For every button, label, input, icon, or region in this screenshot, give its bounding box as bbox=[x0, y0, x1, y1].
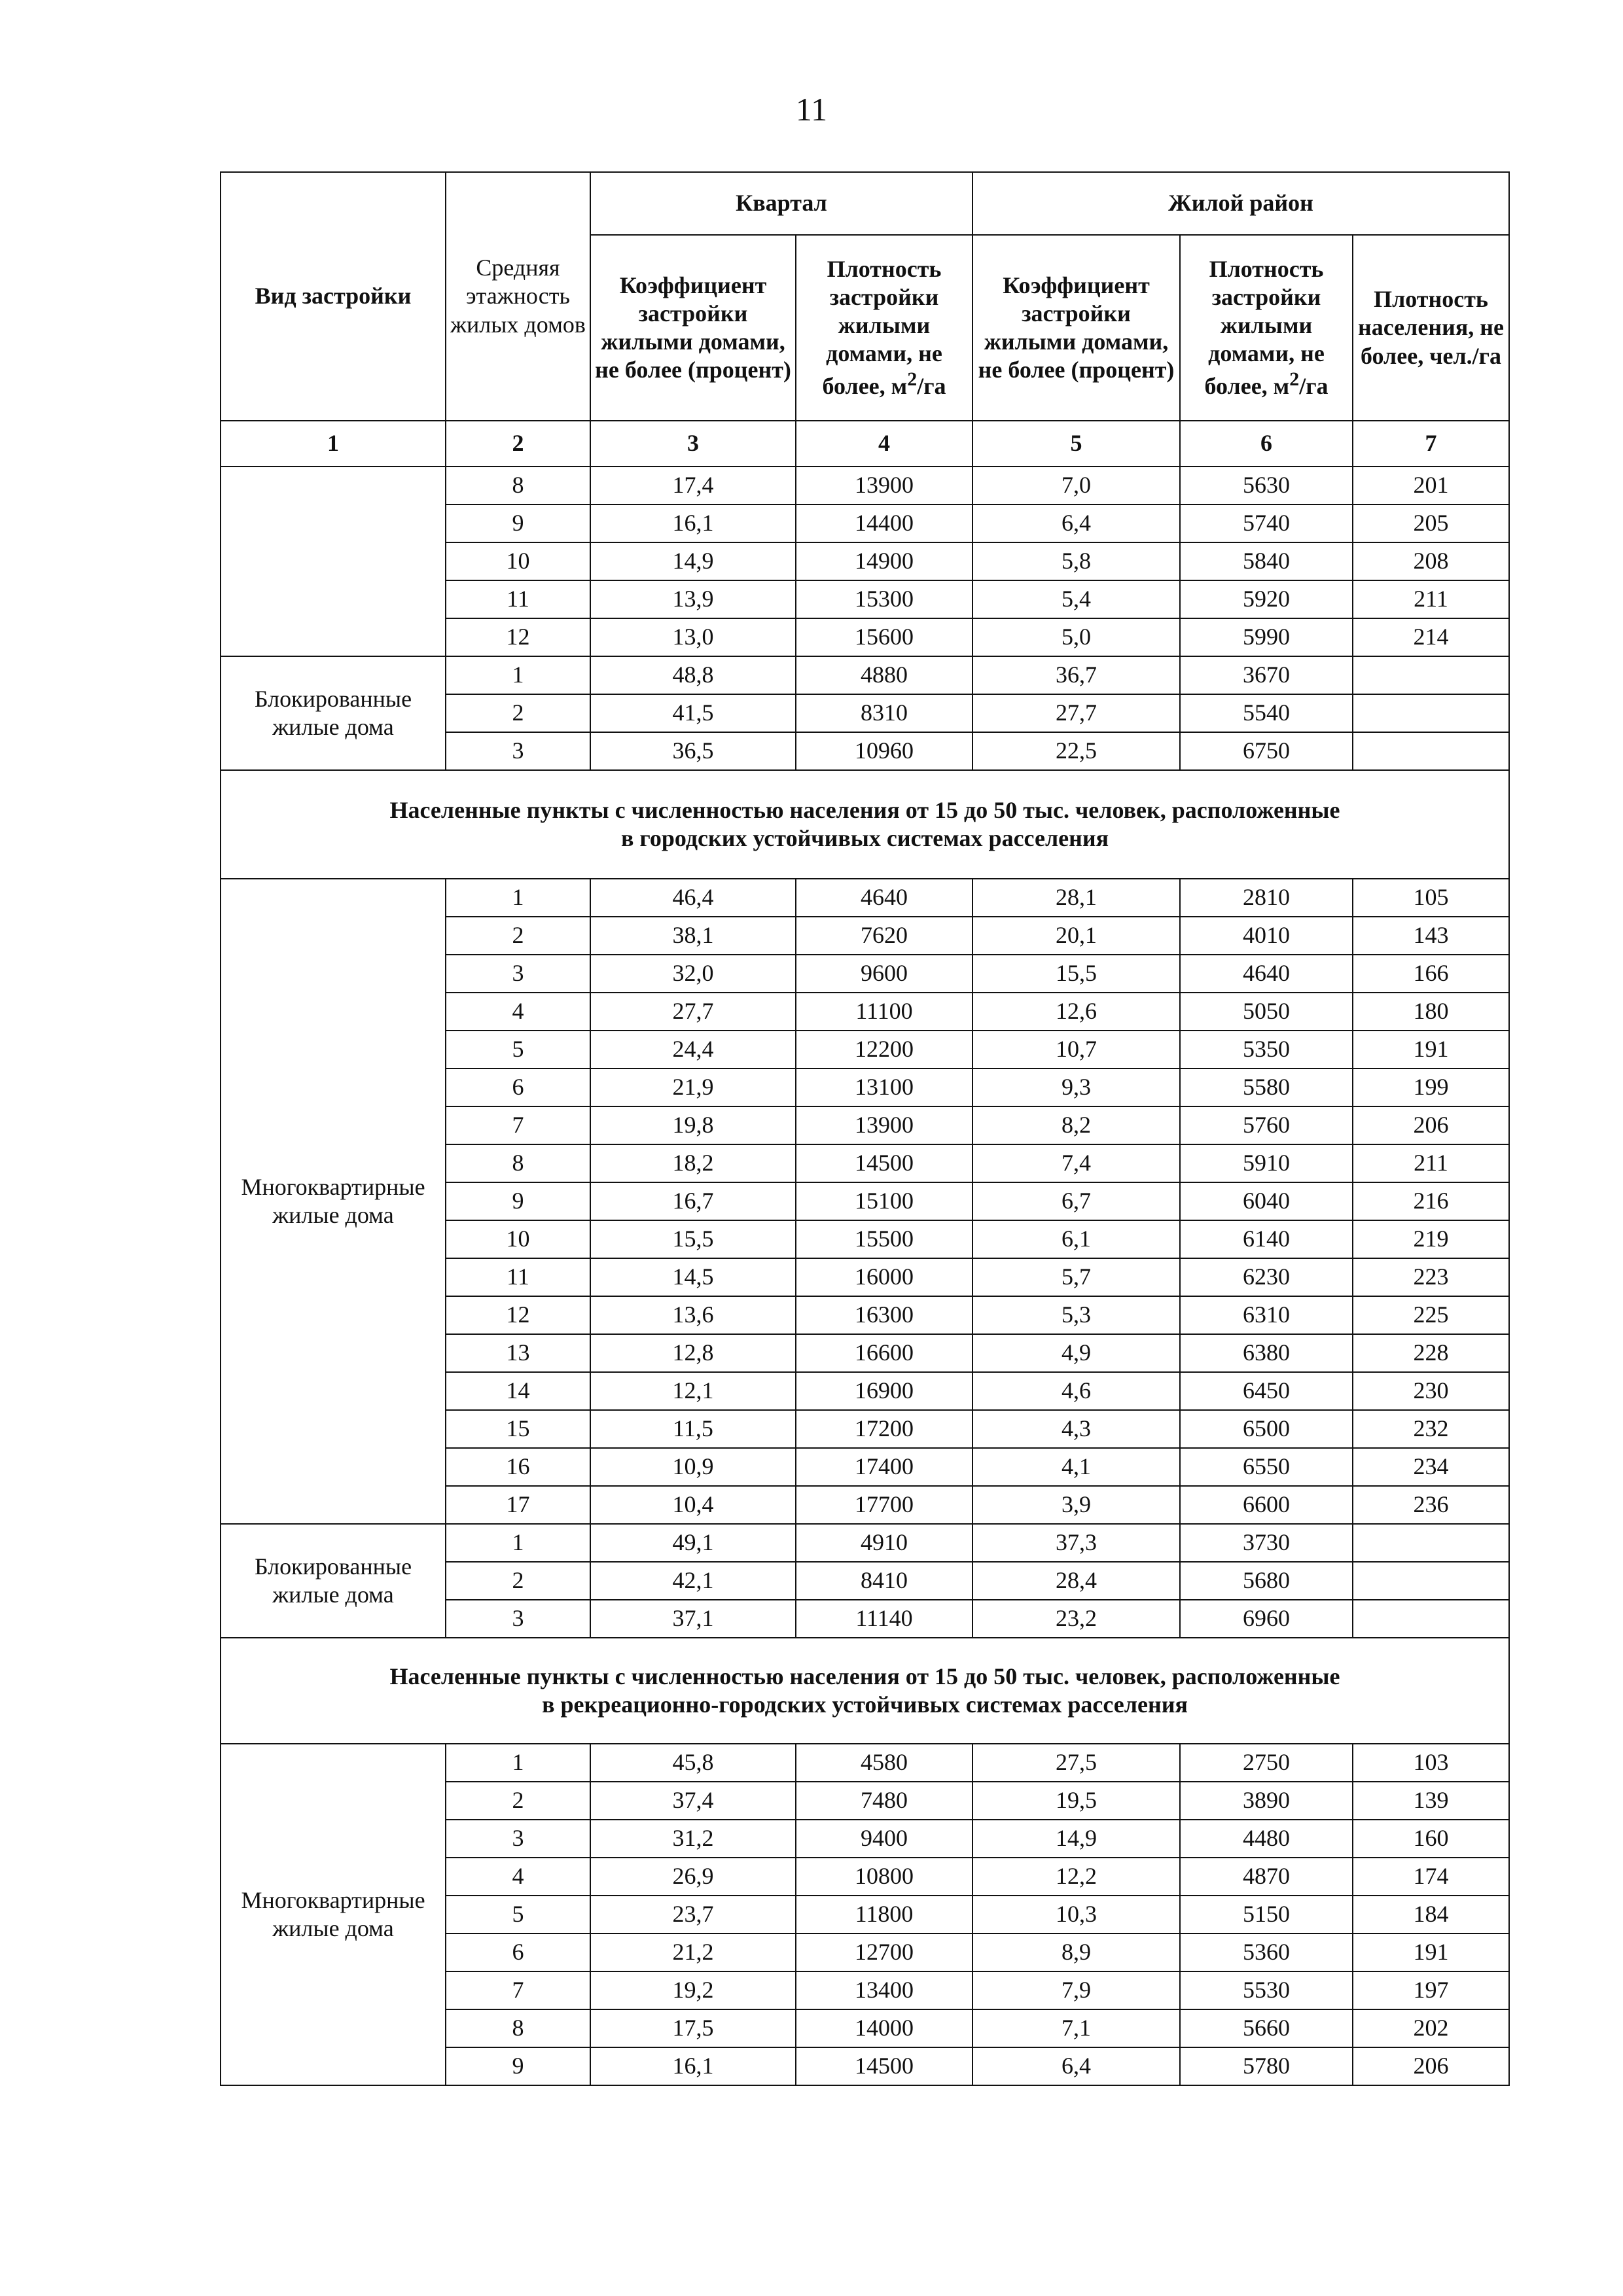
district-coefficient-cell: 19,5 bbox=[972, 1782, 1180, 1820]
district-density-cell: 5580 bbox=[1180, 1069, 1353, 1106]
district-coefficient-cell: 7,0 bbox=[972, 467, 1180, 504]
header-block-density-unit: /га bbox=[917, 373, 946, 400]
block-density-cell: 17400 bbox=[796, 1448, 972, 1486]
floors-cell: 17 bbox=[446, 1486, 590, 1524]
block-coefficient-cell: 24,4 bbox=[590, 1031, 796, 1069]
block-density-cell: 13100 bbox=[796, 1069, 972, 1106]
district-density-cell: 5630 bbox=[1180, 467, 1353, 504]
district-coefficient-cell: 8,2 bbox=[972, 1106, 1180, 1144]
block-coefficient-cell: 45,8 bbox=[590, 1744, 796, 1782]
district-density-cell: 3890 bbox=[1180, 1782, 1353, 1820]
district-density-cell: 5990 bbox=[1180, 618, 1353, 656]
block-coefficient-cell: 14,9 bbox=[590, 542, 796, 580]
block-coefficient-cell: 19,2 bbox=[590, 1971, 796, 2009]
block-density-cell: 4910 bbox=[796, 1524, 972, 1562]
population-density-cell: 225 bbox=[1353, 1296, 1509, 1334]
column-number: 2 bbox=[446, 421, 590, 467]
district-coefficient-cell: 5,8 bbox=[972, 542, 1180, 580]
district-density-cell: 6500 bbox=[1180, 1410, 1353, 1448]
block-density-cell: 11100 bbox=[796, 993, 972, 1031]
district-coefficient-cell: 8,9 bbox=[972, 1934, 1180, 1971]
block-density-cell: 4580 bbox=[796, 1744, 972, 1782]
block-density-cell: 11800 bbox=[796, 1896, 972, 1934]
district-coefficient-cell: 5,7 bbox=[972, 1258, 1180, 1296]
floors-cell: 13 bbox=[446, 1334, 590, 1372]
population-density-cell: 205 bbox=[1353, 504, 1509, 542]
section-heading-line: в рекреационно-городских устойчивых системах расселения bbox=[542, 1691, 1188, 1718]
district-coefficient-cell: 36,7 bbox=[972, 656, 1180, 694]
population-density-cell: 201 bbox=[1353, 467, 1509, 504]
block-coefficient-cell: 16,7 bbox=[590, 1182, 796, 1220]
block-density-cell: 16300 bbox=[796, 1296, 972, 1334]
population-density-cell: 191 bbox=[1353, 1031, 1509, 1069]
block-density-cell: 13900 bbox=[796, 1106, 972, 1144]
column-number: 3 bbox=[590, 421, 796, 467]
block-coefficient-cell: 13,6 bbox=[590, 1296, 796, 1334]
floors-cell: 7 bbox=[446, 1106, 590, 1144]
header-building-type: Вид застройки bbox=[221, 172, 446, 421]
district-coefficient-cell: 7,9 bbox=[972, 1971, 1180, 2009]
population-density-cell: 214 bbox=[1353, 618, 1509, 656]
floors-cell: 6 bbox=[446, 1934, 590, 1971]
population-density-cell: 180 bbox=[1353, 993, 1509, 1031]
header-group-district: Жилой район bbox=[972, 172, 1509, 235]
table-row bbox=[221, 1744, 1509, 1782]
population-density-cell: 174 bbox=[1353, 1858, 1509, 1896]
district-coefficient-cell: 6,1 bbox=[972, 1220, 1180, 1258]
district-density-cell: 5660 bbox=[1180, 2009, 1353, 2047]
population-density-cell: 230 bbox=[1353, 1372, 1509, 1410]
block-coefficient-cell: 17,4 bbox=[590, 467, 796, 504]
district-coefficient-cell: 10,7 bbox=[972, 1031, 1180, 1069]
population-density-cell: 199 bbox=[1353, 1069, 1509, 1106]
block-coefficient-cell: 31,2 bbox=[590, 1820, 796, 1858]
district-coefficient-cell: 27,7 bbox=[972, 694, 1180, 732]
block-coefficient-cell: 18,2 bbox=[590, 1144, 796, 1182]
block-coefficient-cell: 42,1 bbox=[590, 1562, 796, 1600]
column-number: 6 bbox=[1180, 421, 1353, 467]
section-heading bbox=[221, 1638, 1509, 1744]
block-coefficient-cell: 36,5 bbox=[590, 732, 796, 770]
block-density-cell: 14400 bbox=[796, 504, 972, 542]
block-density-cell: 13400 bbox=[796, 1971, 972, 2009]
table-row bbox=[221, 467, 1509, 504]
column-number: 1 bbox=[221, 421, 446, 467]
floors-cell: 10 bbox=[446, 542, 590, 580]
table-body bbox=[221, 467, 1509, 2085]
population-density-cell bbox=[1353, 694, 1509, 732]
floors-cell: 4 bbox=[446, 1858, 590, 1896]
district-density-cell: 4640 bbox=[1180, 955, 1353, 993]
block-density-cell: 4640 bbox=[796, 879, 972, 917]
floors-cell: 1 bbox=[446, 1744, 590, 1782]
block-density-cell: 9600 bbox=[796, 955, 972, 993]
district-coefficient-cell: 14,9 bbox=[972, 1820, 1180, 1858]
header-district-coefficient: Коэффициент застройки жилыми домами, не более (процент) bbox=[972, 235, 1180, 421]
header-block-density-lead: Плотность застройки жилыми домами, не более, м bbox=[822, 255, 942, 400]
district-coefficient-cell: 6,7 bbox=[972, 1182, 1180, 1220]
header-district-density bbox=[1180, 235, 1353, 421]
block-coefficient-cell: 27,7 bbox=[590, 993, 796, 1031]
district-density-cell: 6040 bbox=[1180, 1182, 1353, 1220]
district-coefficient-cell: 12,6 bbox=[972, 993, 1180, 1031]
district-density-cell: 2810 bbox=[1180, 879, 1353, 917]
floors-cell: 1 bbox=[446, 656, 590, 694]
header-district-density-lead: Плотность застройки жилыми домами, не более, м bbox=[1204, 255, 1325, 400]
header-block-coefficient: Коэффициент застройки жилыми домами, не более (процент) bbox=[590, 235, 796, 421]
district-density-cell: 6450 bbox=[1180, 1372, 1353, 1410]
block-coefficient-cell: 23,7 bbox=[590, 1896, 796, 1934]
floors-cell: 3 bbox=[446, 1600, 590, 1638]
district-coefficient-cell: 5,4 bbox=[972, 580, 1180, 618]
block-coefficient-cell: 46,4 bbox=[590, 879, 796, 917]
floors-cell: 14 bbox=[446, 1372, 590, 1410]
density-norms-table bbox=[220, 171, 1510, 2086]
floors-cell: 7 bbox=[446, 1971, 590, 2009]
block-density-cell: 15600 bbox=[796, 618, 972, 656]
floors-cell: 2 bbox=[446, 694, 590, 732]
block-density-cell: 17200 bbox=[796, 1410, 972, 1448]
floors-cell: 5 bbox=[446, 1031, 590, 1069]
block-density-cell: 7620 bbox=[796, 917, 972, 955]
district-density-cell: 6750 bbox=[1180, 732, 1353, 770]
population-density-cell: 139 bbox=[1353, 1782, 1509, 1820]
block-coefficient-cell: 13,9 bbox=[590, 580, 796, 618]
floors-cell: 5 bbox=[446, 1896, 590, 1934]
block-coefficient-cell: 17,5 bbox=[590, 2009, 796, 2047]
district-coefficient-cell: 6,4 bbox=[972, 2047, 1180, 2085]
district-coefficient-cell: 28,4 bbox=[972, 1562, 1180, 1600]
block-density-cell: 17700 bbox=[796, 1486, 972, 1524]
block-coefficient-cell: 14,5 bbox=[590, 1258, 796, 1296]
district-coefficient-cell: 12,2 bbox=[972, 1858, 1180, 1896]
district-density-cell: 4480 bbox=[1180, 1820, 1353, 1858]
floors-cell: 9 bbox=[446, 2047, 590, 2085]
floors-cell: 3 bbox=[446, 1820, 590, 1858]
district-density-cell: 5150 bbox=[1180, 1896, 1353, 1934]
population-density-cell bbox=[1353, 732, 1509, 770]
floors-cell: 3 bbox=[446, 732, 590, 770]
block-coefficient-cell: 12,8 bbox=[590, 1334, 796, 1372]
table-row bbox=[221, 656, 1509, 694]
block-density-cell: 12200 bbox=[796, 1031, 972, 1069]
block-coefficient-cell: 37,1 bbox=[590, 1600, 796, 1638]
district-density-cell: 3730 bbox=[1180, 1524, 1353, 1562]
district-coefficient-cell: 28,1 bbox=[972, 879, 1180, 917]
building-type-cell: Многоквартирные жилые дома bbox=[221, 1744, 446, 2085]
building-type-cell: Блокированные жилые дома bbox=[221, 1524, 446, 1638]
population-density-cell: 228 bbox=[1353, 1334, 1509, 1372]
population-density-cell: 216 bbox=[1353, 1182, 1509, 1220]
district-coefficient-cell: 27,5 bbox=[972, 1744, 1180, 1782]
header-block-density-sup: 2 bbox=[907, 368, 918, 391]
page-number: 11 bbox=[795, 91, 828, 128]
district-density-cell: 5050 bbox=[1180, 993, 1353, 1031]
floors-cell: 2 bbox=[446, 917, 590, 955]
block-density-cell: 15300 bbox=[796, 580, 972, 618]
district-density-cell: 6140 bbox=[1180, 1220, 1353, 1258]
district-coefficient-cell: 9,3 bbox=[972, 1069, 1180, 1106]
block-density-cell: 4880 bbox=[796, 656, 972, 694]
district-coefficient-cell: 37,3 bbox=[972, 1524, 1180, 1562]
district-coefficient-cell: 5,3 bbox=[972, 1296, 1180, 1334]
floors-cell: 2 bbox=[446, 1782, 590, 1820]
floors-cell: 10 bbox=[446, 1220, 590, 1258]
block-coefficient-cell: 37,4 bbox=[590, 1782, 796, 1820]
district-coefficient-cell: 10,3 bbox=[972, 1896, 1180, 1934]
district-coefficient-cell: 7,4 bbox=[972, 1144, 1180, 1182]
district-coefficient-cell: 20,1 bbox=[972, 917, 1180, 955]
population-density-cell: 236 bbox=[1353, 1486, 1509, 1524]
population-density-cell bbox=[1353, 1524, 1509, 1562]
district-coefficient-cell: 22,5 bbox=[972, 732, 1180, 770]
floors-cell: 12 bbox=[446, 618, 590, 656]
column-number: 5 bbox=[972, 421, 1180, 467]
section-heading-line: в городских устойчивых системах расселения bbox=[620, 825, 1109, 851]
district-density-cell: 6230 bbox=[1180, 1258, 1353, 1296]
district-coefficient-cell: 4,9 bbox=[972, 1334, 1180, 1372]
building-type-cell: Блокированные жилые дома bbox=[221, 656, 446, 770]
section-heading-line: Населенные пункты с численностью населения от 15 до 50 тыс. человек, расположенные bbox=[389, 796, 1340, 823]
district-coefficient-cell: 5,0 bbox=[972, 618, 1180, 656]
floors-cell: 12 bbox=[446, 1296, 590, 1334]
block-density-cell: 9400 bbox=[796, 1820, 972, 1858]
population-density-cell: 206 bbox=[1353, 1106, 1509, 1144]
block-density-cell: 16600 bbox=[796, 1334, 972, 1372]
column-number-row bbox=[221, 421, 1509, 467]
header-block-density bbox=[796, 235, 972, 421]
floors-cell: 8 bbox=[446, 467, 590, 504]
section-heading-row bbox=[221, 1638, 1509, 1744]
population-density-cell: 211 bbox=[1353, 580, 1509, 618]
floors-cell: 6 bbox=[446, 1069, 590, 1106]
population-density-cell: 234 bbox=[1353, 1448, 1509, 1486]
building-type-cell: Многоквартирные жилые дома bbox=[221, 879, 446, 1524]
population-density-cell: 197 bbox=[1353, 1971, 1509, 2009]
block-density-cell: 14500 bbox=[796, 2047, 972, 2085]
floors-cell: 1 bbox=[446, 1524, 590, 1562]
district-coefficient-cell: 15,5 bbox=[972, 955, 1180, 993]
district-coefficient-cell: 3,9 bbox=[972, 1486, 1180, 1524]
table-header bbox=[221, 172, 1509, 467]
block-coefficient-cell: 38,1 bbox=[590, 917, 796, 955]
population-density-cell: 206 bbox=[1353, 2047, 1509, 2085]
district-density-cell: 4870 bbox=[1180, 1858, 1353, 1896]
block-density-cell: 7480 bbox=[796, 1782, 972, 1820]
floors-cell: 8 bbox=[446, 1144, 590, 1182]
floors-cell: 15 bbox=[446, 1410, 590, 1448]
district-coefficient-cell: 6,4 bbox=[972, 504, 1180, 542]
district-density-cell: 5740 bbox=[1180, 504, 1353, 542]
population-density-cell: 202 bbox=[1353, 2009, 1509, 2047]
header-population-density: Плотность населения, не более, чел./га bbox=[1353, 235, 1509, 421]
block-coefficient-cell: 19,8 bbox=[590, 1106, 796, 1144]
block-density-cell: 8310 bbox=[796, 694, 972, 732]
population-density-cell: 160 bbox=[1353, 1820, 1509, 1858]
block-density-cell: 15500 bbox=[796, 1220, 972, 1258]
population-density-cell: 143 bbox=[1353, 917, 1509, 955]
block-density-cell: 10800 bbox=[796, 1858, 972, 1896]
section-heading bbox=[221, 770, 1509, 879]
block-density-cell: 16900 bbox=[796, 1372, 972, 1410]
district-coefficient-cell: 23,2 bbox=[972, 1600, 1180, 1638]
block-coefficient-cell: 32,0 bbox=[590, 955, 796, 993]
block-coefficient-cell: 10,4 bbox=[590, 1486, 796, 1524]
district-density-cell: 5840 bbox=[1180, 542, 1353, 580]
column-number: 4 bbox=[796, 421, 972, 467]
floors-cell: 4 bbox=[446, 993, 590, 1031]
section-heading-line: Населенные пункты с численностью населения от 15 до 50 тыс. человек, расположенные bbox=[389, 1663, 1340, 1689]
header-average-floors: Средняя этажность жилых домов bbox=[446, 172, 590, 421]
block-density-cell: 14900 bbox=[796, 542, 972, 580]
population-density-cell bbox=[1353, 1600, 1509, 1638]
section-heading-row bbox=[221, 770, 1509, 879]
population-density-cell: 105 bbox=[1353, 879, 1509, 917]
block-density-cell: 11140 bbox=[796, 1600, 972, 1638]
district-density-cell: 6550 bbox=[1180, 1448, 1353, 1486]
block-density-cell: 15100 bbox=[796, 1182, 972, 1220]
header-group-block: Квартал bbox=[590, 172, 972, 235]
floors-cell: 9 bbox=[446, 1182, 590, 1220]
district-density-cell: 5360 bbox=[1180, 1934, 1353, 1971]
building-type-cell bbox=[221, 467, 446, 656]
block-coefficient-cell: 16,1 bbox=[590, 2047, 796, 2085]
district-density-cell: 5540 bbox=[1180, 694, 1353, 732]
floors-cell: 8 bbox=[446, 2009, 590, 2047]
district-density-cell: 6310 bbox=[1180, 1296, 1353, 1334]
district-density-cell: 2750 bbox=[1180, 1744, 1353, 1782]
block-density-cell: 13900 bbox=[796, 467, 972, 504]
block-coefficient-cell: 15,5 bbox=[590, 1220, 796, 1258]
header-district-density-sup: 2 bbox=[1289, 368, 1300, 391]
district-density-cell: 6600 bbox=[1180, 1486, 1353, 1524]
block-density-cell: 12700 bbox=[796, 1934, 972, 1971]
block-density-cell: 14000 bbox=[796, 2009, 972, 2047]
floors-cell: 9 bbox=[446, 504, 590, 542]
population-density-cell: 184 bbox=[1353, 1896, 1509, 1934]
block-coefficient-cell: 11,5 bbox=[590, 1410, 796, 1448]
block-density-cell: 16000 bbox=[796, 1258, 972, 1296]
district-density-cell: 4010 bbox=[1180, 917, 1353, 955]
block-coefficient-cell: 26,9 bbox=[590, 1858, 796, 1896]
floors-cell: 1 bbox=[446, 879, 590, 917]
district-density-cell: 5760 bbox=[1180, 1106, 1353, 1144]
floors-cell: 11 bbox=[446, 580, 590, 618]
population-density-cell: 211 bbox=[1353, 1144, 1509, 1182]
block-coefficient-cell: 13,0 bbox=[590, 618, 796, 656]
population-density-cell: 166 bbox=[1353, 955, 1509, 993]
district-coefficient-cell: 4,6 bbox=[972, 1372, 1180, 1410]
district-coefficient-cell: 4,1 bbox=[972, 1448, 1180, 1486]
population-density-cell: 103 bbox=[1353, 1744, 1509, 1782]
block-coefficient-cell: 41,5 bbox=[590, 694, 796, 732]
floors-cell: 3 bbox=[446, 955, 590, 993]
block-coefficient-cell: 16,1 bbox=[590, 504, 796, 542]
population-density-cell: 223 bbox=[1353, 1258, 1509, 1296]
district-density-cell: 5910 bbox=[1180, 1144, 1353, 1182]
block-density-cell: 10960 bbox=[796, 732, 972, 770]
population-density-cell bbox=[1353, 1562, 1509, 1600]
floors-cell: 16 bbox=[446, 1448, 590, 1486]
block-density-cell: 8410 bbox=[796, 1562, 972, 1600]
district-density-cell: 3670 bbox=[1180, 656, 1353, 694]
column-number: 7 bbox=[1353, 421, 1509, 467]
block-coefficient-cell: 12,1 bbox=[590, 1372, 796, 1410]
table-row bbox=[221, 879, 1509, 917]
population-density-cell: 219 bbox=[1353, 1220, 1509, 1258]
block-coefficient-cell: 49,1 bbox=[590, 1524, 796, 1562]
header-district-density-unit: /га bbox=[1299, 373, 1329, 400]
population-density-cell: 208 bbox=[1353, 542, 1509, 580]
block-coefficient-cell: 48,8 bbox=[590, 656, 796, 694]
block-coefficient-cell: 10,9 bbox=[590, 1448, 796, 1486]
district-density-cell: 5350 bbox=[1180, 1031, 1353, 1069]
population-density-cell: 191 bbox=[1353, 1934, 1509, 1971]
district-density-cell: 5780 bbox=[1180, 2047, 1353, 2085]
district-density-cell: 5680 bbox=[1180, 1562, 1353, 1600]
district-density-cell: 5530 bbox=[1180, 1971, 1353, 2009]
population-density-cell bbox=[1353, 656, 1509, 694]
district-density-cell: 5920 bbox=[1180, 580, 1353, 618]
district-coefficient-cell: 7,1 bbox=[972, 2009, 1180, 2047]
block-density-cell: 14500 bbox=[796, 1144, 972, 1182]
district-coefficient-cell: 4,3 bbox=[972, 1410, 1180, 1448]
floors-cell: 2 bbox=[446, 1562, 590, 1600]
district-density-cell: 6960 bbox=[1180, 1600, 1353, 1638]
block-coefficient-cell: 21,9 bbox=[590, 1069, 796, 1106]
population-density-cell: 232 bbox=[1353, 1410, 1509, 1448]
district-density-cell: 6380 bbox=[1180, 1334, 1353, 1372]
block-coefficient-cell: 21,2 bbox=[590, 1934, 796, 1971]
floors-cell: 11 bbox=[446, 1258, 590, 1296]
table-row bbox=[221, 1524, 1509, 1562]
